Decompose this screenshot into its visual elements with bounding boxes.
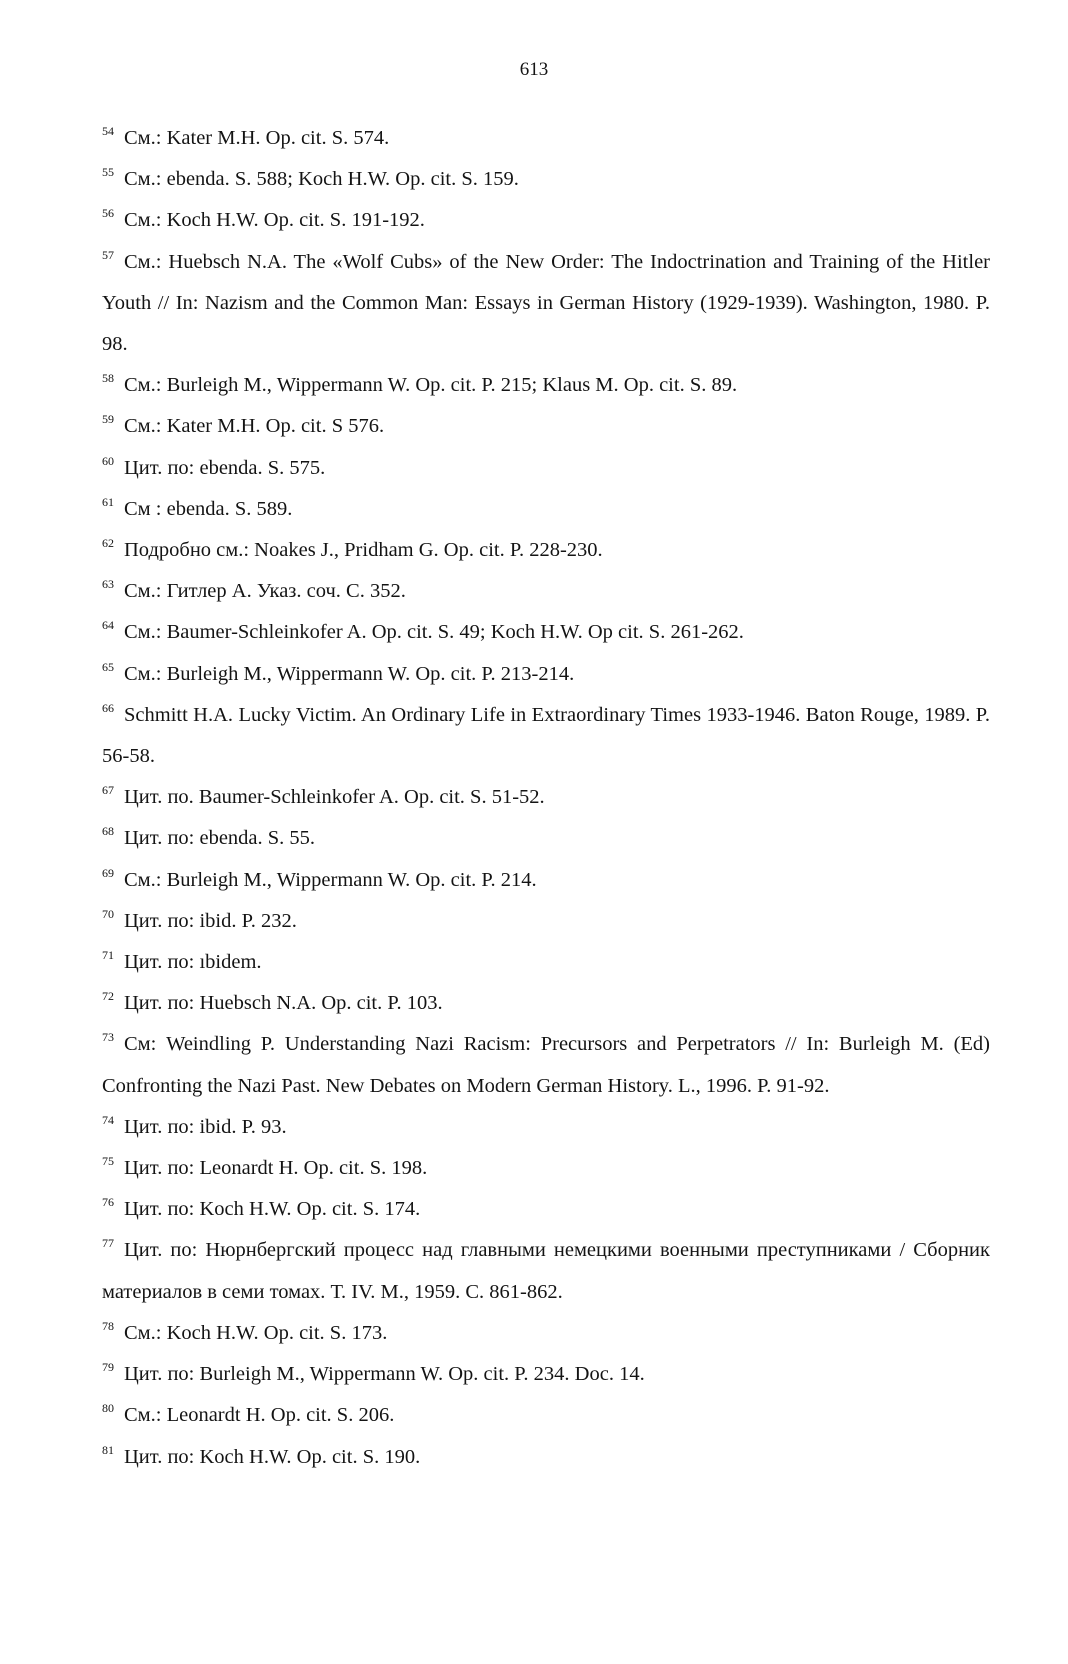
footnote-text: См.: Koch H.W. Op. cit. S. 173. xyxy=(124,1321,388,1344)
footnote-text: См.: Burleigh M., Wippermann W. Op. cit. P. 214. xyxy=(124,868,537,891)
footnote-text: См.: Burleigh M., Wippermann W. Op. cit. P. 213-214. xyxy=(124,662,575,685)
footnote-text: См.: Huebsch N.A. The «Wolf Cubs» of the New Order: The Indoctrination and Training of the Hitler Youth // In: Nazism and the Common Man: Essays in German History (1929-1939). Washington, 1980. P. 98. xyxy=(102,250,990,356)
footnote-text: Цит. по: Huebsch N.A. Op. cit. P. 103. xyxy=(124,992,443,1015)
footnote-number: 80 xyxy=(102,1401,114,1416)
footnote xyxy=(102,242,990,366)
footnote xyxy=(102,818,990,859)
footnote-number: 74 xyxy=(102,1112,114,1127)
footnote-text: Цит. по: ibid. P. 232. xyxy=(124,909,297,932)
footnote-number: 56 xyxy=(102,206,114,221)
footnote-text: См.: Burleigh M., Wippermann W. Op. cit. P. 215; Klaus M. Op. cit. S. 89. xyxy=(124,374,738,397)
footnote-number: 73 xyxy=(102,1030,114,1045)
footnote-text: См.: Leonardt H. Op. cit. S. 206. xyxy=(124,1404,395,1427)
footnote xyxy=(102,1354,990,1395)
footnote xyxy=(102,901,990,942)
footnote-text: Schmitt H.A. Lucky Victim. An Ordinary Life in Extraordinary Times 1933-1946. Baton Rouge, 1989. P. 56-58. xyxy=(102,703,990,768)
footnote xyxy=(102,530,990,571)
footnote-number: 61 xyxy=(102,494,114,509)
footnote-number: 65 xyxy=(102,659,114,674)
footnote-number: 58 xyxy=(102,371,114,386)
footnote-number: 67 xyxy=(102,783,114,798)
footnote-number: 60 xyxy=(102,453,114,468)
footnote xyxy=(102,777,990,818)
footnote xyxy=(102,1395,990,1436)
footnote xyxy=(102,1313,990,1354)
footnote-text: См: Weindling P. Understanding Nazi Racism: Precursors and Perpetrators // In: Burleigh M. (Ed) Confronting the Nazi Past. New Debates on Modern German History. L., 1996. P. 91-92. xyxy=(102,1033,990,1097)
footnote-text: Подробно см.: Noakes J., Pridham G. Op. cit. P. 228-230. xyxy=(124,539,603,562)
footnote-text: См.: Koch H.W. Op. cit. S. 191-192. xyxy=(124,209,425,232)
footnote xyxy=(102,448,990,489)
footnote-number: 69 xyxy=(102,865,114,880)
footnote-text: Цит. по: Нюрнбергский процесс над главными немецкими военными преступниками / Сборник материалов в семи томах. Т. IV. М., 1959. С. 861-862. xyxy=(102,1239,990,1303)
footnote-text: Цит. по: ibid. P. 93. xyxy=(124,1115,287,1138)
footnote-text: Цит. по: Koch H.W. Op. cit. S. 190. xyxy=(124,1445,421,1468)
footnote-number: 81 xyxy=(102,1442,114,1457)
footnote-text: Цит. по: ebenda. S. 575. xyxy=(124,456,326,479)
footnote-text: Цит. по: Koch H.W. Op. cit. S. 174. xyxy=(124,1198,421,1221)
footnote xyxy=(102,1189,990,1230)
footnote xyxy=(102,654,990,695)
footnote-number: 68 xyxy=(102,824,114,839)
footnote-number: 78 xyxy=(102,1318,114,1333)
footnote xyxy=(102,983,990,1024)
footnote-text: Цит. по. Baumer-Schleinkofer A. Op. cit. S. 51-52. xyxy=(124,786,545,809)
footnote xyxy=(102,1230,990,1312)
footnote xyxy=(102,406,990,447)
footnote-number: 63 xyxy=(102,577,114,592)
footnote xyxy=(102,571,990,612)
footnote-number: 62 xyxy=(102,536,114,551)
footnote-text: См : ebenda. S. 589. xyxy=(124,497,293,520)
footnote-number: 57 xyxy=(102,247,114,262)
footnote-number: 76 xyxy=(102,1195,114,1210)
footnote-number: 55 xyxy=(102,165,114,180)
footnote xyxy=(102,695,990,777)
footnote-number: 66 xyxy=(102,700,114,715)
footnote-text: Цит. по: ıbidem. xyxy=(124,951,262,974)
footnote xyxy=(102,159,990,200)
footnote-list xyxy=(102,118,990,1478)
footnote-text: См.: Kater M.H. Op. cit. S 576. xyxy=(124,415,385,438)
footnote xyxy=(102,1437,990,1478)
footnote-number: 54 xyxy=(102,124,114,138)
footnote-text: См.: Baumer-Schleinkofer A. Op. cit. S. 49; Koch H.W. Op cit. S. 261-262. xyxy=(124,621,744,644)
footnote xyxy=(102,489,990,530)
footnote xyxy=(102,1148,990,1189)
footnote xyxy=(102,612,990,653)
footnote-number: 71 xyxy=(102,948,114,963)
footnote-number: 59 xyxy=(102,412,114,427)
footnote xyxy=(102,118,990,159)
footnote xyxy=(102,1107,990,1148)
footnote xyxy=(102,365,990,406)
footnote xyxy=(102,942,990,983)
footnote-text: См.: ebenda. S. 588; Koch H.W. Op. cit. S. 159. xyxy=(124,168,519,191)
footnote-text: См.: Kater M.H. Op. cit. S. 574. xyxy=(124,127,390,149)
footnote-text: Цит. по: Leonardt H. Op. cit. S. 198. xyxy=(124,1157,428,1180)
footnote-text: Цит. по: Burleigh M., Wippermann W. Op. cit. P. 234. Doc. 14. xyxy=(124,1363,645,1386)
footnote-text: См.: Гитлер А. Указ. соч. С. 352. xyxy=(124,580,406,603)
footnote-number: 75 xyxy=(102,1154,114,1169)
footnote xyxy=(102,200,990,241)
footnote-number: 77 xyxy=(102,1236,114,1251)
footnote-number: 72 xyxy=(102,989,114,1004)
page-number: 613 xyxy=(519,59,549,80)
footnote-number: 79 xyxy=(102,1360,114,1375)
footnote-number: 70 xyxy=(102,906,114,921)
footnote xyxy=(102,1024,990,1106)
footnote xyxy=(102,860,990,901)
footnote-text: Цит. по: ebenda. S. 55. xyxy=(124,827,316,850)
footnote-number: 64 xyxy=(102,618,114,633)
